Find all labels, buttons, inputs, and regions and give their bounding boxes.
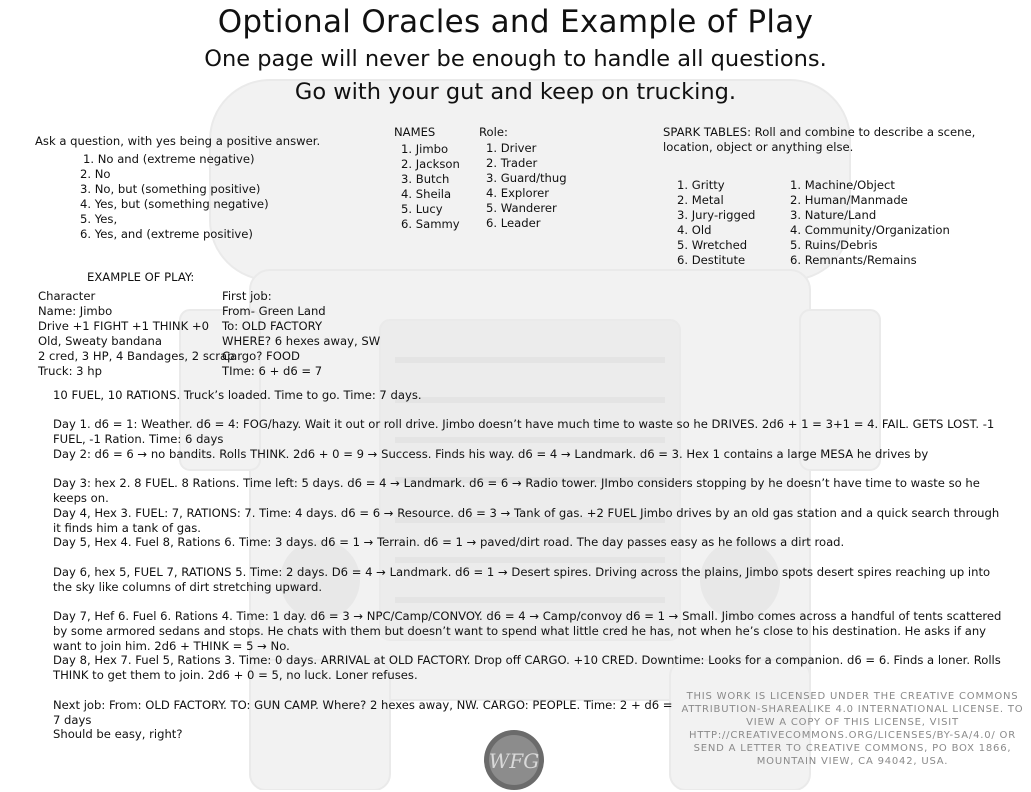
oracle-item: 2. No xyxy=(80,167,111,181)
spark-item: 6. Remnants/Remains xyxy=(790,253,917,267)
oracle-item: 3. No, but (something positive) xyxy=(80,182,261,196)
license-notice: THIS WORK IS LICENSED UNDER THE CREATIVE COMMONS ATTRIBUTION-SHAREALIKE 4.0 INTERNATIONAL LICENSE. TO VIEW A COPY OF THIS LICENSE, VISIT HTTP://CREATIVECOMMONS.ORG/LICENSES/BY-SA/4.0/ OR SEND A LETTER TO CREATIVE COMMONS, PO BOX 1866, MOUNTAIN VIEW, CA 94042, USA. xyxy=(681,691,1024,767)
name-item: 3. Butch xyxy=(401,172,450,186)
play-paragraph: Day 6, hex 5, FUEL 7, RATIONS 5. Time: 2 days. D6 = 4 → Landmark. d6 = 1 → Desert spires. Driving across the plains, Jimbo spots desert spires reaching up into the sky like columns of dirt stretching upward. xyxy=(53,565,991,594)
spark-item: 5. Wretched xyxy=(677,238,748,252)
character-line: Drive +1 FIGHT +1 THINK +0 xyxy=(38,319,209,333)
name-item: 6. Sammy xyxy=(401,217,460,231)
play-paragraph: Day 1. d6 = 1: Weather. d6 = 4: FOG/hazy. Wait it out or roll drive. Jimbo doesn’t have much time to waste so he DRIVES. 2d6 + 1 = 3+1 = 4. FAIL. GETS LOST. -1 FUEL, -1 Ration. Time: 6 days xyxy=(53,417,995,446)
play-paragraph: Day 8, Hex 7. Fuel 5, Rations 3. Time: 0 days. ARRIVAL at OLD FACTORY. Drop off CARGO. +10 CRED. Downtime: Looks for a companion. d6 = 6. Finds a loner. Rolls THINK to get them to join. 2d6 + 0 = 5, no luck. Loner refuses. xyxy=(53,653,1001,682)
play-paragraph: Next job: From: OLD FACTORY. TO: GUN CAMP. Where? 2 hexes away, NW. CARGO: PEOPLE. Time: 2 + d6 = 7 days xyxy=(53,698,673,727)
job-line: Cargo? FOOD xyxy=(222,349,300,363)
role-heading: Role: xyxy=(479,125,508,139)
character-line: Name: Jimbo xyxy=(38,304,113,318)
name-item: 5. Lucy xyxy=(401,202,443,216)
job-line: First job: xyxy=(222,289,272,303)
oracle-item: 6. Yes, and (extreme positive) xyxy=(80,227,253,241)
play-paragraph: Day 3: hex 2. 8 FUEL. 8 Rations. Time left: 5 days. d6 = 4 → Landmark. d6 = 6 → Radio tower. JImbo considers stopping by he doesn’t have time to waste so he keeps on. xyxy=(53,476,980,505)
job-line: To: OLD FACTORY xyxy=(222,319,323,333)
role-item: 6. Leader xyxy=(486,216,541,230)
name-item: 2. Jackson xyxy=(401,157,460,171)
role-item: 4. Explorer xyxy=(486,186,550,200)
oracle-item: 1. No and (extreme negative) xyxy=(83,152,255,166)
role-item: 2. Trader xyxy=(486,156,538,170)
role-list xyxy=(486,141,567,231)
spark-item: 1. Gritty xyxy=(677,178,725,192)
play-paragraph: Day 7, Hef 6. Fuel 6. Rations 4. Time: 1 day. d6 = 3 → NPC/Camp/CONVOY. d6 = 4 → Camp/convoy d6 = 1 → Small. Jimbo comes across a handful of tents scattered by some armored sedans and stops. He chats with them but doesn’t want to spend what little cred he has, not when he’s close to his destination. He asks if any want to join him. 2d6 + THINK = 5 → No. xyxy=(53,609,1002,653)
play-paragraph: Should be easy, right? xyxy=(53,727,183,741)
logo-text: WFG xyxy=(488,749,540,773)
character-line: Character xyxy=(38,289,96,303)
page-subtitle-2: Go with your gut and keep on trucking. xyxy=(294,79,737,105)
play-paragraph: Day 2: d6 = 6 → no bandits. Rolls THINK. 2d6 + 0 = 9 → Success. Finds his way. d6 = 4 → Landmark. d6 = 3. Hex 1 contains a large MESA he drives by xyxy=(53,447,929,461)
name-item: 1. Jimbo xyxy=(401,142,449,156)
page-subtitle-1: One page will never be enough to handle all questions. xyxy=(204,46,827,72)
oracle-list xyxy=(80,152,269,242)
job-line: TIme: 6 + d6 = 7 xyxy=(222,364,323,378)
oracle-item: 4. Yes, but (something negative) xyxy=(80,197,269,211)
spark-item: 1. Machine/Object xyxy=(790,178,895,192)
spark-item: 5. Ruins/Debris xyxy=(790,238,878,252)
job-block xyxy=(222,289,380,379)
wfg-logo-icon xyxy=(482,728,546,792)
spark-item: 2. Metal xyxy=(677,193,724,207)
character-line: 2 cred, 3 HP, 4 Bandages, 2 scrap xyxy=(38,349,235,363)
spark-list-subjects xyxy=(790,178,950,268)
role-item: 5. Wanderer xyxy=(486,201,557,215)
character-line: Old, Sweaty bandana xyxy=(38,334,162,348)
names-list xyxy=(401,142,460,232)
play-paragraph: Day 5, Hex 4. Fuel 8, Rations 6. Time: 3 days. d6 = 1 → Terrain. d6 = 1 → paved/dirt road. The day passes easy as he follows a dirt road. xyxy=(53,535,845,549)
play-paragraph: 10 FUEL, 10 RATIONS. Truck’s loaded. Time to go. Time: 7 days. xyxy=(53,388,422,402)
page-title: Optional Oracles and Example of Play xyxy=(217,4,814,40)
character-block xyxy=(38,289,235,379)
role-item: 3. Guard/thug xyxy=(486,171,567,185)
names-heading: NAMES xyxy=(394,125,436,139)
spark-item: 3. Nature/Land xyxy=(790,208,877,222)
job-line: From- Green Land xyxy=(222,304,326,318)
spark-list-descriptors xyxy=(677,178,755,268)
spark-item: 2. Human/Manmade xyxy=(790,193,908,207)
job-line: WHERE? 6 hexes away, SW xyxy=(222,334,381,348)
oracle-item: 5. Yes, xyxy=(80,212,118,226)
name-item: 4. Sheila xyxy=(401,187,452,201)
character-line: Truck: 3 hp xyxy=(38,364,102,378)
play-paragraph: Day 4, Hex 3. FUEL: 7, RATIONS: 7. Time: 4 days. d6 = 6 → Resource. d6 = 3 → Tank of gas. +2 FUEL Jimbo drives by an old gas station and a quick search through it finds him a tank of gas. xyxy=(53,506,1000,535)
role-item: 1. Driver xyxy=(486,141,537,155)
example-heading: EXAMPLE OF PLAY: xyxy=(87,270,195,284)
spark-item: 4. Old xyxy=(677,223,712,237)
spark-item: 6. Destitute xyxy=(677,253,746,267)
spark-item: 4. Community/Organization xyxy=(790,223,950,237)
spark-heading: SPARK TABLES: Roll and combine to describe a scene, location, object or anything else. xyxy=(663,125,976,154)
oracle-question: Ask a question, with yes being a positive answer. xyxy=(35,134,321,148)
spark-item: 3. Jury-rigged xyxy=(677,208,756,222)
